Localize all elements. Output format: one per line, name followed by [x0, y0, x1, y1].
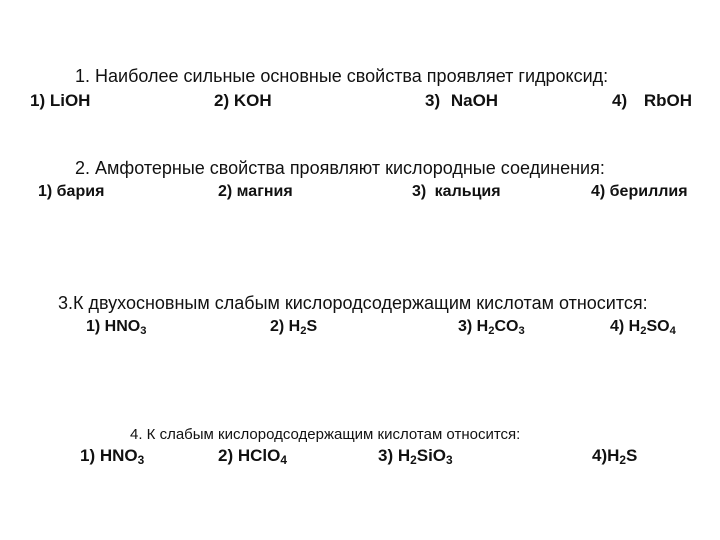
question-4-option-4: $4)H_2S$: [592, 446, 638, 467]
question-3-option-1: 1) $HNO_3$: [86, 318, 147, 337]
question-2-option-3: 3) кальция: [412, 183, 501, 200]
question-4-text: 4. К слабым кислородсодержащим кислотам относится:: [130, 426, 521, 443]
question-4-option-3: 3) $H_2SiO_3$: [378, 446, 453, 467]
question-1-option-2: 2) KOH: [214, 91, 272, 110]
question-3-option-2: 2) $H_2S$: [270, 318, 318, 337]
question-2-option-1: 1) бария: [38, 183, 105, 200]
question-1-option-3: 3) NaOH: [425, 91, 499, 110]
question-2-text: 2. Амфотерные свойства проявляют кислородные соединения:: [75, 158, 605, 178]
question-4-option-1: 1) $HNO_3$: [80, 446, 145, 467]
question-3-text: 3.К двухосновным слабым кислородсодержащим кислотам относится:: [58, 293, 648, 313]
question-3-option-4: 4) $H_2SO_4$: [610, 318, 676, 337]
question-4-option-2: 2) HClO$_4$: [218, 446, 287, 467]
question-1-option-1: 1) LiOH: [30, 91, 91, 110]
question-2-option-4: 4) бериллия: [591, 183, 688, 200]
question-3-option-3: 3) $H_2CO_3$: [458, 318, 525, 337]
question-1-text: 1. Наиболее сильные основные свойства проявляет гидроксид:: [75, 66, 609, 86]
question-1-option-4: 4) RbOH: [612, 91, 692, 110]
question-2-option-2: 2) магния: [218, 183, 293, 200]
